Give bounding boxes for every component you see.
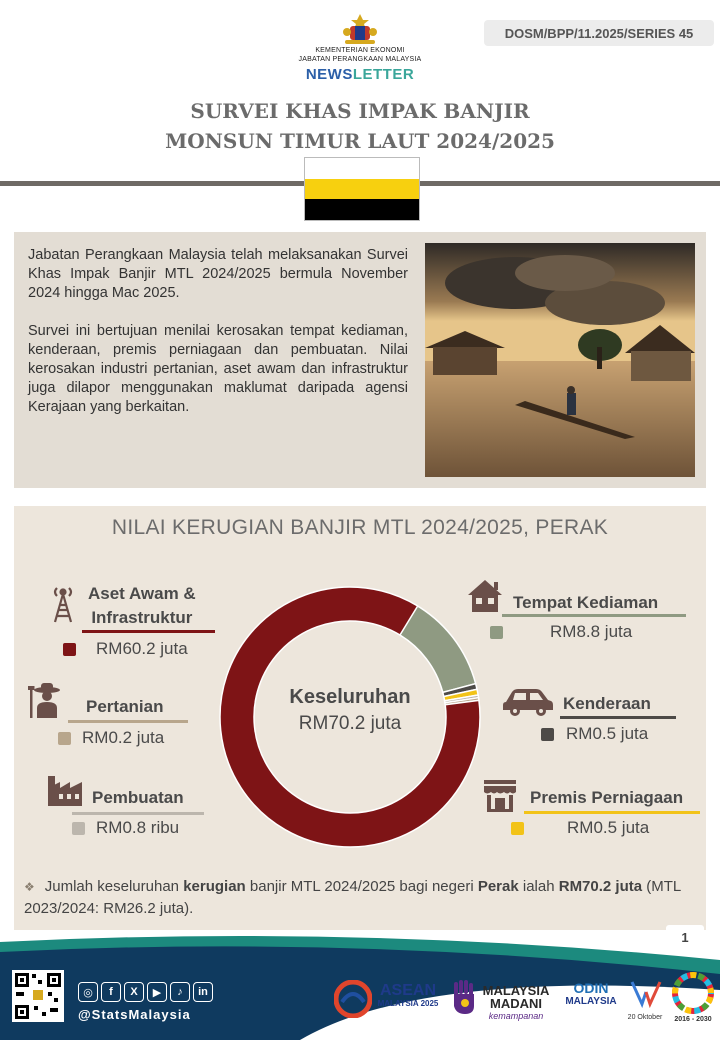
tiktok-icon[interactable]: ♪ (170, 982, 190, 1002)
swatch-premis-perniagaan (511, 822, 524, 835)
chart-title: NILAI KERUGIAN BANJIR MTL 2024/2025, PERAK (111, 516, 609, 539)
legend-label-aset-awam: Aset Awam & Infrastruktur (88, 584, 196, 627)
legend-label-tempat-kediaman: Tempat Kediaman (513, 593, 659, 612)
social-handle[interactable]: @StatsMalaysia (78, 1007, 191, 1022)
reference-badge: DOSM/BPP/11.2025/SERIES 45 (484, 20, 714, 46)
intro-text (28, 246, 408, 436)
underline-pembuatan (72, 812, 204, 815)
sdg-years: 2016 - 2030 (674, 1016, 712, 1023)
world-statistics-day-logo (628, 976, 664, 1013)
underline-premis-perniagaan (524, 811, 700, 814)
instagram-icon[interactable]: ◎ (78, 982, 98, 1002)
donut-center-value: RM70.2 juta (298, 713, 402, 734)
page-number: 1 (666, 925, 704, 949)
transmission-tower-icon (48, 584, 78, 624)
qr-code[interactable] (12, 970, 64, 1022)
asean-logo-text: ASEAN MALAYSIA 2025 (377, 982, 439, 1008)
swatch-tempat-kediaman (490, 626, 503, 639)
ministry-name: KEMENTERIAN EKONOMI JABATAN PERANGKAAN MALAYSIA (298, 47, 422, 63)
legend-label-pembuatan: Pembuatan (92, 788, 184, 807)
legend-label-pertanian: Pertanian (86, 697, 164, 716)
diamond-bullet-icon: ❖ (24, 880, 35, 894)
swatch-pertanian (58, 732, 71, 745)
x-twitter-icon[interactable]: X (124, 982, 144, 1002)
page-title: SURVEI KHAS IMPAK BANJIR MONSUN TIMUR LAUT 2024/2025 (165, 99, 555, 153)
flood-photo (425, 243, 695, 477)
swatch-kenderaan (541, 728, 554, 741)
value-kenderaan: RM0.5 juta (566, 724, 649, 743)
youtube-icon[interactable]: ▶ (147, 982, 167, 1002)
value-premis-perniagaan: RM0.5 juta (567, 818, 650, 837)
swatch-pembuatan (72, 822, 85, 835)
intro-paragraph-2: Survei ini bertujuan menilai kerosakan tempat kediaman, kenderaan, premis perniagaan dan pembuatan. Nilai kerosakan industri pertanian, aset awam dan infrastruktur juga dilapor menggunakan maklumat daripada agensi Kerajaan yang berkaitan. (28, 323, 408, 415)
coat-of-arms-icon (339, 12, 381, 46)
summary-note: ❖ Jumlah keseluruhan kerugian banjir MTL 2024/2025 bagi negeri Perak ialah RM70.2 juta (MTL 2023/2024: RM26.2 juta). (24, 878, 681, 917)
farmer-icon (26, 680, 68, 720)
value-tempat-kediaman: RM8.8 juta (550, 622, 633, 641)
swatch-aset-awam (63, 643, 76, 656)
linkedin-icon[interactable]: in (193, 982, 213, 1002)
house-icon (466, 578, 504, 614)
social-media-icons (78, 982, 213, 1002)
value-pembuatan: RM0.8 ribu (96, 818, 180, 837)
newsletter-logo: NEWSLETTER (305, 66, 415, 83)
madani-hand-icon (452, 980, 478, 1023)
asean-logo (334, 980, 372, 1023)
underline-tempat-kediaman (502, 614, 686, 617)
underline-aset-awam (82, 630, 215, 633)
madani-logo-text: MALAYSIA MADANI kemampanan (482, 983, 550, 1021)
intro-paragraph-1: Jabatan Perangkaan Malaysia telah melaksanakan Survei Khas Impak Banjir MTL 2024/2025 bermula November 2024 hingga Mac 2025. (28, 247, 408, 301)
underline-kenderaan (560, 716, 676, 719)
factory-icon (46, 774, 84, 808)
wsd-date: 20 Oktober (627, 1014, 663, 1021)
odin-logo: ODIN MALAYSIA (565, 980, 617, 1007)
perak-flag (304, 157, 420, 221)
value-aset-awam: RM60.2 juta (96, 639, 188, 658)
underline-pertanian (68, 720, 188, 723)
facebook-icon[interactable]: f (101, 982, 121, 1002)
value-pertanian: RM0.2 juta (82, 728, 165, 747)
donut-center-label: Keseluruhan (289, 686, 411, 708)
sdg-wheel-icon (672, 972, 714, 1019)
shop-icon (482, 778, 518, 814)
car-icon (502, 686, 554, 718)
legend-label-premis-perniagaan: Premis Perniagaan (530, 788, 684, 807)
legend-label-kenderaan: Kenderaan (563, 694, 651, 713)
